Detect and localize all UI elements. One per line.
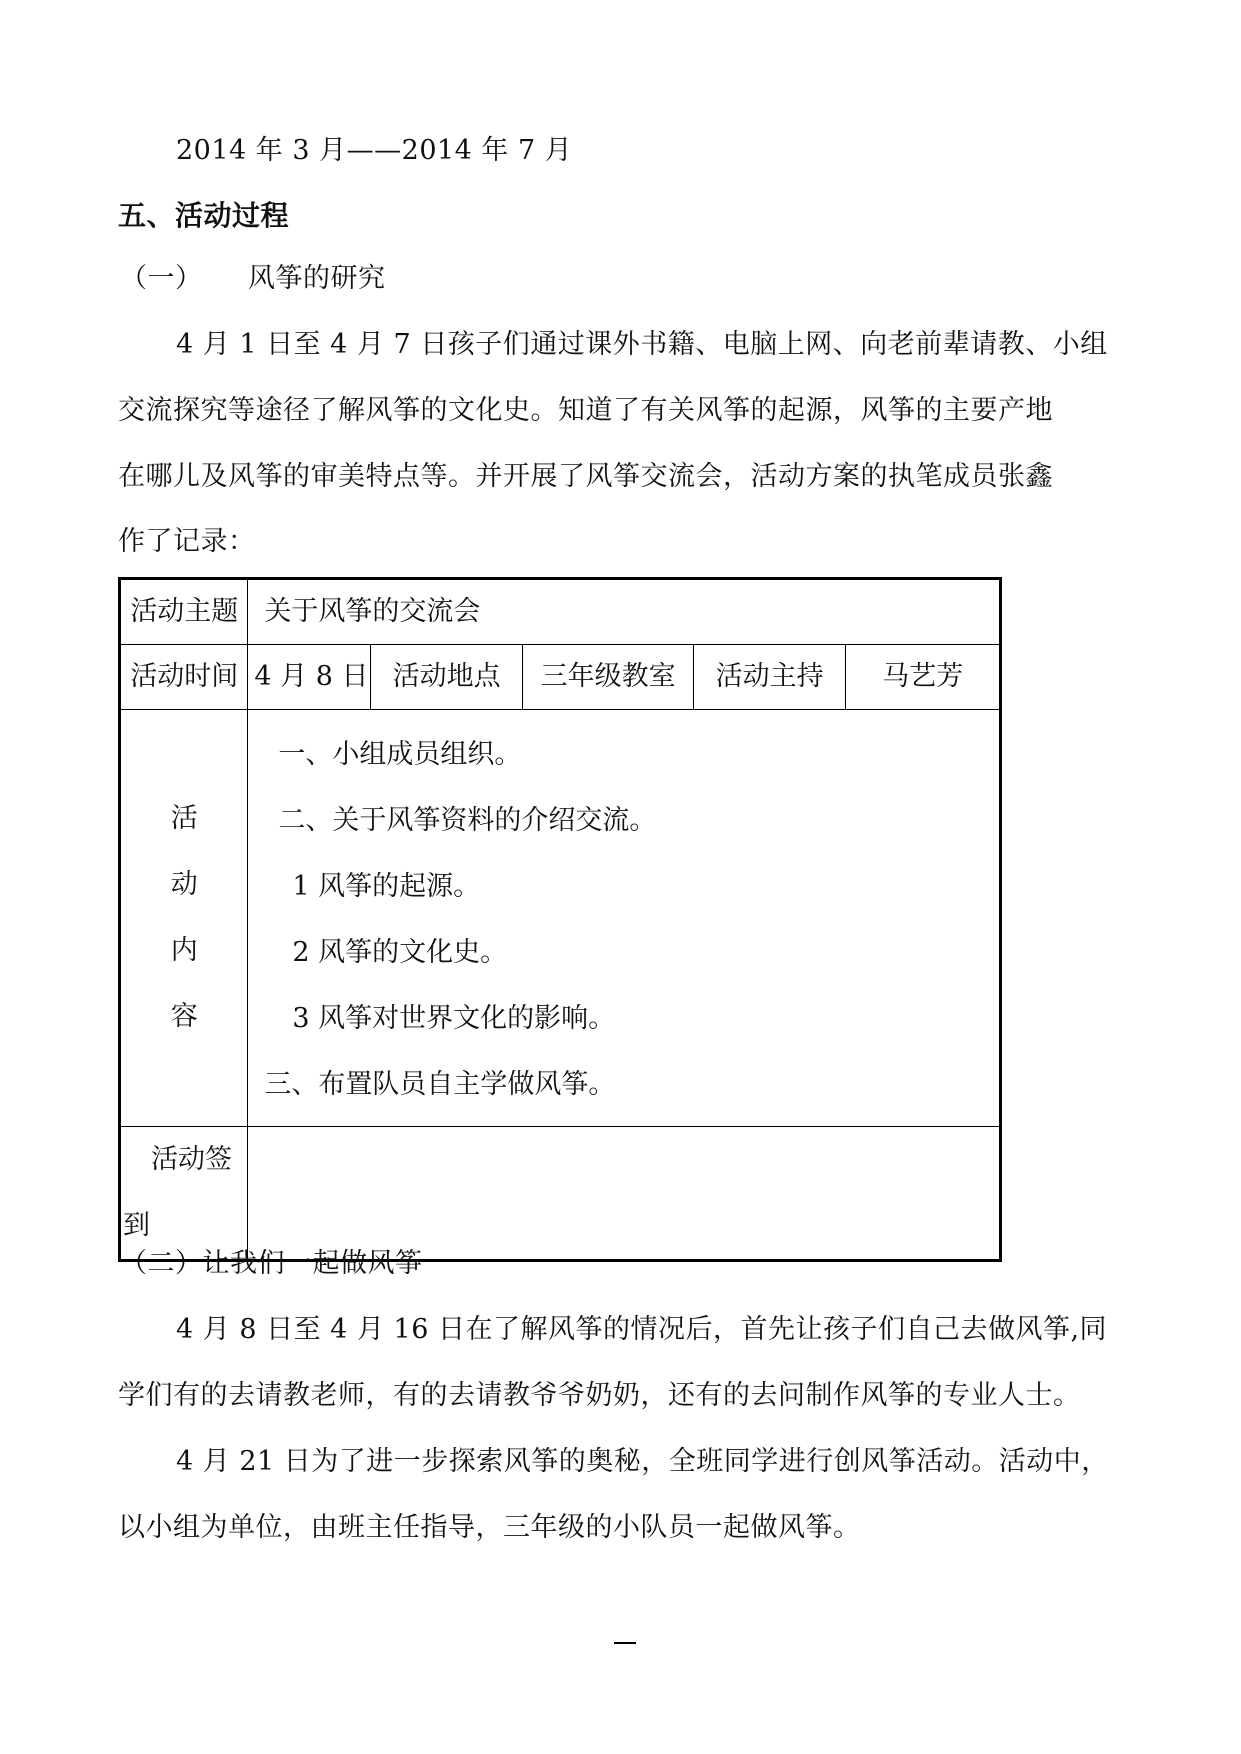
table-row-details	[120, 645, 1001, 710]
sign-in-label-line-1: 活动签	[151, 1144, 232, 1175]
content-line: 2 风筝的文化史。	[292, 937, 508, 968]
page-number-mark	[614, 1632, 636, 1644]
sign-in-area	[248, 1127, 1001, 1261]
host-value: 马艺芳	[846, 645, 1001, 710]
time-value: 4 月 8 日	[248, 645, 370, 710]
paragraph-1-line-2: 交流探究等途径了解风筝的文化史。知道了有关风筝的起源，风筝的主要产地	[118, 395, 1053, 426]
paragraph-3-line-2: 以小组为单位，由班主任指导，三年级的小队员一起做风筝。	[118, 1512, 861, 1543]
table-row-content	[120, 710, 1001, 1127]
host-label: 活动主持	[693, 645, 846, 710]
paragraph-1-line-3: 在哪儿及风筝的审美特点等。并开展了风筝交流会，活动方案的执笔成员张鑫	[118, 461, 1053, 492]
time-label: 活动时间	[120, 645, 248, 710]
section-title: 五、活动过程	[118, 199, 290, 232]
subsection-2-title: （二）让我们一起做风筝	[120, 1248, 423, 1279]
content-label-char: 内	[170, 935, 198, 966]
sign-in-label	[120, 1127, 248, 1261]
paragraph-1-line-4: 作了记录：	[118, 526, 256, 557]
subsection-1-number: （一）	[120, 263, 203, 294]
subsection-1-title: 风筝的研究	[248, 263, 386, 294]
place-value: 三年级教室	[523, 645, 694, 710]
sign-in-label-line-2: 到	[123, 1210, 150, 1241]
place-label: 活动地点	[370, 645, 523, 710]
theme-label: 活动主题	[120, 579, 248, 645]
content-body	[248, 710, 1001, 1127]
paragraph-2-line-1: 4 月 8 日至 4 月 16 日在了解风筝的情况后，首先让孩子们自己去做风筝,同	[176, 1314, 1108, 1345]
content-line: 1 风筝的起源。	[292, 871, 481, 902]
activity-record-table	[118, 577, 1002, 1262]
paragraph-1-line-1: 4 月 1 日至 4 月 7 日孩子们通过课外书籍、电脑上网、向老前辈请教、小组	[176, 329, 1108, 360]
table-row-sign	[120, 1127, 1001, 1261]
content-line: 一、小组成员组织。	[278, 739, 522, 770]
paragraph-2-line-2: 学们有的去请教老师，有的去请教爷爷奶奶，还有的去问制作风筝的专业人士。	[118, 1380, 1081, 1411]
content-label-char: 活	[170, 803, 198, 834]
content-label	[120, 710, 248, 1127]
content-line: 二、关于风筝资料的介绍交流。	[278, 805, 657, 836]
content-line: 三、布置队员自主学做风筝。	[264, 1069, 616, 1100]
theme-value: 关于风筝的交流会	[248, 579, 1001, 645]
date-range: 2014 年 3 月——2014 年 7 月	[176, 135, 573, 166]
table-row-theme	[120, 579, 1001, 645]
paragraph-3-line-1: 4 月 21 日为了进一步探索风筝的奥秘，全班同学进行创风筝活动。活动中，	[176, 1446, 1109, 1477]
content-line: 3 风筝对世界文化的影响。	[292, 1003, 616, 1034]
content-label-char: 动	[170, 869, 198, 900]
content-label-char: 容	[170, 1001, 198, 1032]
